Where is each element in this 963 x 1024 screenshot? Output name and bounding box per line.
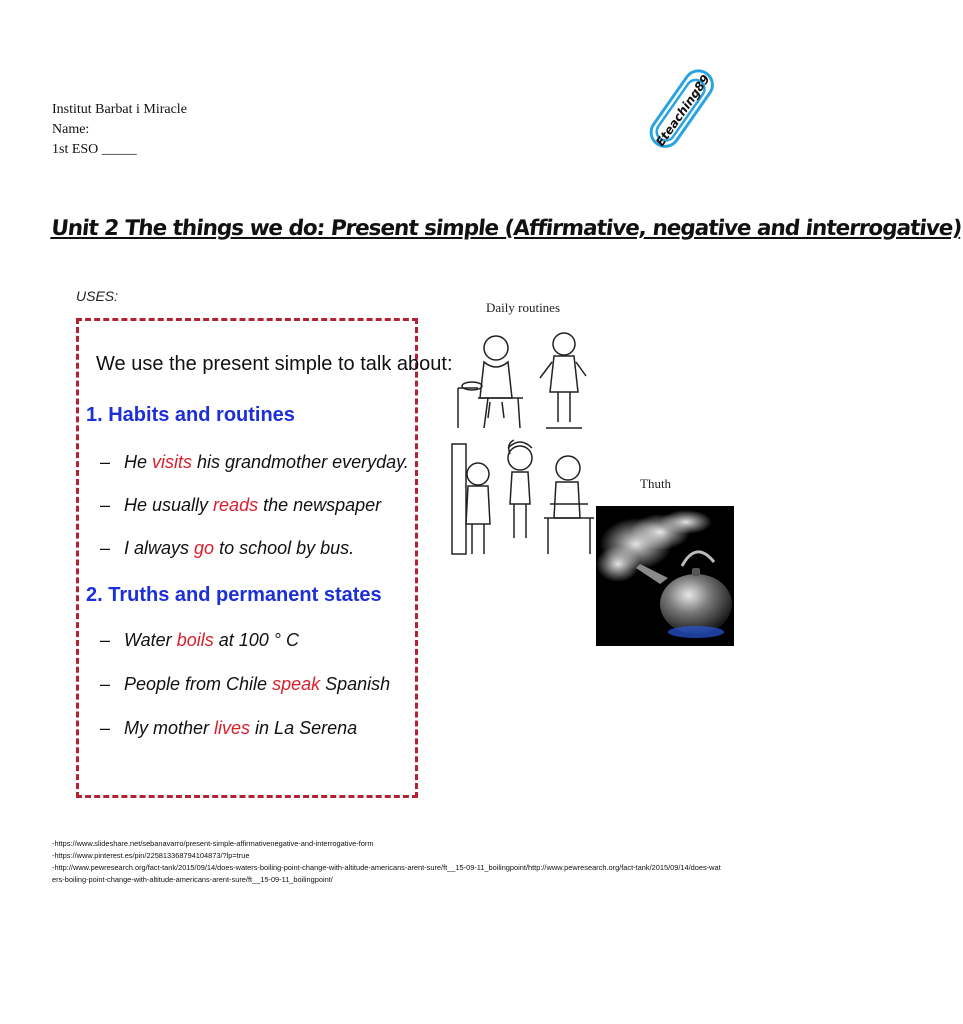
eteaching-logo: [632, 60, 732, 160]
example-item: – He usually reads the newspaper: [100, 495, 382, 515]
verb-highlight: boils: [176, 630, 214, 650]
section-heading-habits: 1. Habits and routines: [86, 404, 295, 426]
course-label: 1st ESO _____: [52, 142, 137, 157]
example-item: – I always go to school by bus.: [100, 538, 355, 558]
uses-intro: We use the present simple to talk about:: [96, 353, 453, 375]
svg-text:Eteaching89: Eteaching89: [653, 72, 713, 149]
example-item: – Water boils at 100 ° C: [100, 630, 299, 650]
example-item: – He visits his grandmother everyday.: [100, 452, 409, 472]
verb-highlight: speak: [272, 674, 321, 694]
verb-highlight: go: [194, 538, 215, 558]
header: [52, 100, 187, 160]
example-item: – People from Chile speak Spanish: [100, 674, 391, 694]
page-title: Unit 2 The things we do: Present simple (Affirmative, negative and interrogative): [50, 216, 963, 241]
verb-highlight: reads: [213, 495, 259, 515]
references: [52, 838, 722, 886]
reference-item: -http://www.pewresearch.org/fact-tank/2015/09/14/does-waters-boiling-point-change-with-altitude-americans-arent-sure/ft__15-09-11_boilingpoint/http://www.pewresearch.org/fact-tank/2015/09/14/does-waters-boiling-point-change-with-altitude-americans-arent-sure/ft__15-09-11_boilingpoint/: [52, 863, 721, 884]
daily-routines-caption: Daily routines: [486, 300, 561, 315]
student-name-label: Name:: [52, 122, 90, 137]
school-name: Institut Barbat i Miracle: [52, 102, 187, 117]
uses-label: USES:: [76, 288, 119, 304]
example-item: – My mother lives in La Serena: [100, 718, 358, 738]
truth-caption: Thuth: [640, 476, 672, 491]
verb-highlight: lives: [214, 718, 251, 738]
daily-routines-image: [448, 318, 598, 568]
reference-item: -https://www.pinterest.es/pin/225813368794104873/?lp=true: [52, 851, 250, 860]
reference-item: -https://www.slideshare.net/sebanavarro/present-simple-affirmativenegative-and-interrogative-form: [52, 839, 374, 848]
verb-highlight: visits: [152, 452, 193, 472]
boiling-kettle-image: [596, 506, 734, 646]
section-heading-truths: 2. Truths and permanent states: [86, 584, 382, 606]
